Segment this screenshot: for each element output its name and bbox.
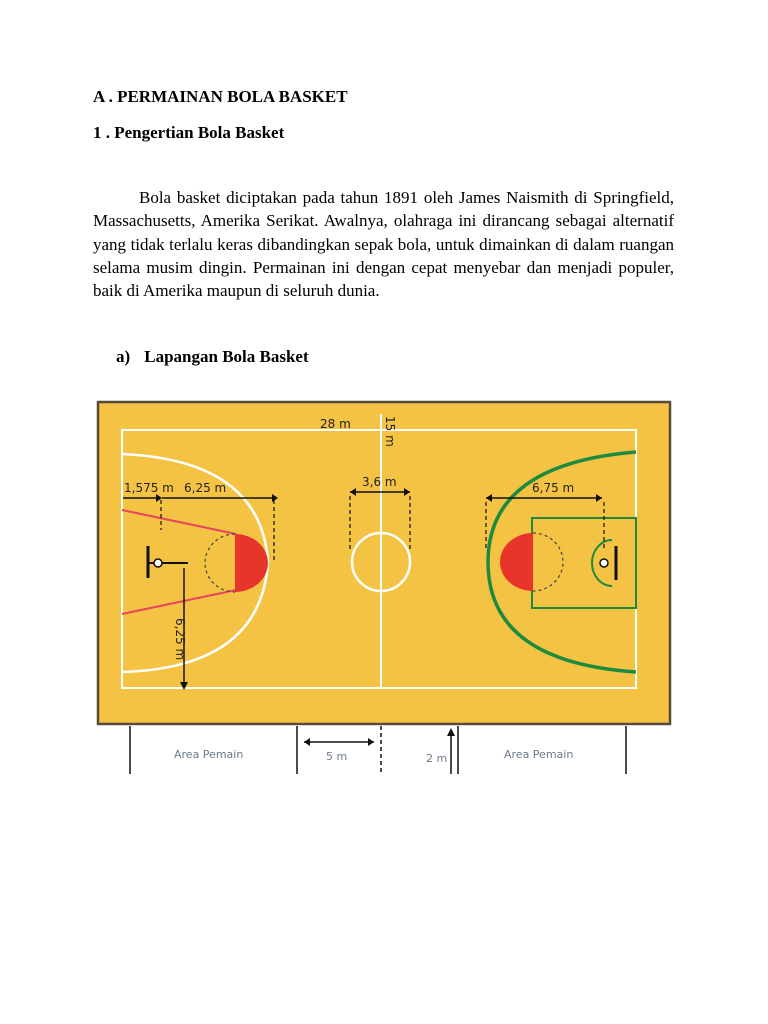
arrowhead-icon: [447, 728, 455, 736]
list-item-court: [116, 347, 309, 367]
basketball-court-diagram: [96, 400, 672, 778]
label-bench-depth: 2 m: [426, 752, 448, 765]
label-baseline-to-board: 1,575 m: [124, 481, 174, 495]
arrowhead-icon: [368, 738, 374, 746]
label-court-width: 15 m: [383, 416, 397, 447]
label-circle-diameter: 3,6 m: [362, 475, 397, 489]
section-heading: A . PERMAINAN BOLA BASKET: [93, 87, 348, 106]
list-marker: a): [116, 347, 131, 366]
label-bench-width: 5 m: [326, 750, 348, 763]
arrowhead-icon: [304, 738, 310, 746]
right-basket-ring: [600, 559, 608, 567]
label-three-point-right: 6,75 m: [532, 481, 575, 495]
label-vertical-radius: 6,25 m: [173, 618, 187, 661]
label-area-left: Area Pemain: [174, 748, 244, 761]
subsection-heading: 1 . Pengertian Bola Basket: [93, 123, 285, 142]
label-area-right: Area Pemain: [504, 748, 574, 761]
body-paragraph: Bola basket diciptakan pada tahun 1891 oleh James Naismith di Springfield, Massachusetts, Amerika Serikat. Awalnya, olahraga ini dirancang sebagai alternatif yang tidak terlalu keras dibandingkan sepak bola, untuk dimainkan di dalam ruangan selama musim dingin. Permainan ini dengan cepat menyebar dan menjadi populer, baik di Amerika maupun di seluruh dunia.: [93, 188, 674, 301]
left-basket-ring: [154, 559, 162, 567]
label-key-radius: 6,25 m: [184, 481, 227, 495]
list-item-title: Lapangan Bola Basket: [144, 347, 309, 366]
label-court-length: 28 m: [320, 417, 351, 431]
